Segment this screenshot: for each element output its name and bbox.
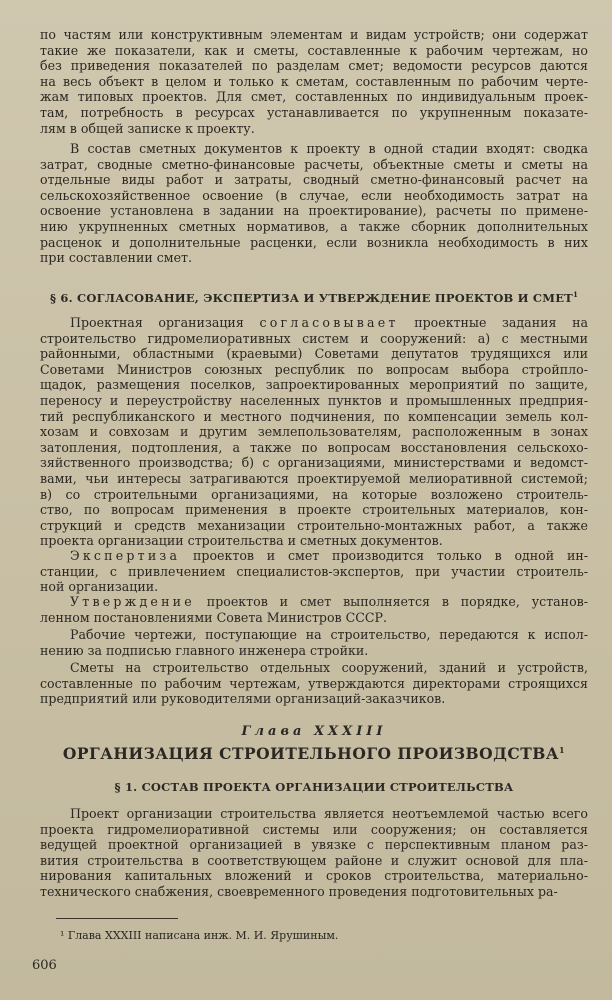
confirmation-spaced-word: Утверждение xyxy=(70,594,195,609)
text-line: В состав сметных документов к проекту в одной стадии входят: сводка xyxy=(70,141,588,156)
text-line: такие же показатели, как и сметы, составленные к рабочим чертежам, но xyxy=(40,42,588,58)
chapter-title-block xyxy=(40,744,588,763)
text-line: ведущей проектной организацией в увязке с перспективным планом раз- xyxy=(40,837,588,853)
text-line: нирования капитальных вложений и сроков строительства, материально- xyxy=(40,868,588,884)
chapter-footnote-mark: 1 xyxy=(559,744,566,755)
text-line: проекта организации строительства и сметных документов. xyxy=(40,533,443,549)
approval-first-line xyxy=(40,315,588,331)
text-line: проекта гидромелиоративной системы или сооружения; он составляется xyxy=(40,821,588,837)
text-line: без приведения показателей по разделам смет; ведомости ресурсов даются xyxy=(40,58,588,74)
text-line: по частям или конструктивным элементам и видам устройств; они содержат xyxy=(40,27,588,42)
section-1-heading-text: § 1. СОСТАВ ПРОЕКТА ОРГАНИЗАЦИИ СТРОИТЕЛЬСТВА xyxy=(114,780,514,794)
text-line: сельскохозяйственное освоение (в случае, если необходимость затрат на xyxy=(40,187,588,203)
text-line: вами, чьи интересы затрагиваются проектируемой мелиоративной системой; xyxy=(40,470,588,486)
approval-spaced-word: согласовывает xyxy=(259,315,399,330)
chapter-title: ОРГАНИЗАЦИЯ СТРОИТЕЛЬНОГО ПРОИЗВОДСТВА xyxy=(62,744,560,763)
text-line: строительство гидромелиоративных систем и сооружений: а) с местными xyxy=(40,330,588,346)
text-line: нию укрупненных сметных нормативов, а также сборник дополнительных xyxy=(40,218,588,234)
text-line: струкций и средств механизации строительно-монтажных работ, а также xyxy=(40,517,588,533)
text-line: тий республиканского и местного подчинения, по компенсации земель кол- xyxy=(40,408,588,424)
text-line: лям в общей записке к проекту. xyxy=(40,120,255,136)
section-6-heading xyxy=(40,290,588,305)
text-line: затопления, подтопления, а также по вопросам восстановления сельскохо- xyxy=(40,439,588,455)
text-line: щадок, размещения поселков, запроектированных мероприятий по защите, xyxy=(40,377,588,393)
text-line: переносу и переустройству населенных пунктов и промышленных предприя- xyxy=(40,392,588,408)
section-6-heading-text: § 6. СОГЛАСОВАНИЕ, ЭКСПЕРТИЗА И УТВЕРЖДЕНИЕ ПРОЕКТОВ И СМЕТ xyxy=(49,290,573,305)
text-line: зяйственного производства; б) с организациями, министерствами и ведомст- xyxy=(40,455,588,471)
estimate-documents-paragraph xyxy=(40,141,588,266)
text-line: отдельные виды работ и затраты, сводный сметно-финансовый расчет на xyxy=(40,172,588,188)
expertise-spaced-word: Экспертиза xyxy=(70,548,181,563)
text-line: вития строительства в соответствующем районе и служит основой для пла- xyxy=(40,852,588,868)
text-line: жам типовых проектов. Для смет, составленных по индивидуальным проек- xyxy=(40,89,588,105)
expertise-paragraph xyxy=(40,548,588,595)
section-6-footnote-mark: 1 xyxy=(572,290,579,299)
page-number: 606 xyxy=(32,958,57,973)
intro-paragraph xyxy=(40,27,588,136)
working-drawings-paragraph xyxy=(40,627,588,658)
text-line: на весь объект в целом и только к сметам, составленным по рабочим черте- xyxy=(40,73,588,89)
text-line: Сметы на строительство отдельных сооружений, зданий и устройств, xyxy=(70,660,588,675)
chapter-heading xyxy=(40,724,588,739)
approval-paragraph xyxy=(40,315,588,549)
text-line: ленном постановлениями Совета Министров СССР. xyxy=(40,609,388,625)
text-line: ной организации. xyxy=(40,579,159,595)
text-line: хозам и совхозам и другим землепользователям, расположенным в зонах xyxy=(40,424,588,440)
text-line: технического снабжения, своевременного проведения подготовительных ра- xyxy=(40,883,558,899)
text-line: при составлении смет. xyxy=(40,250,193,266)
footnote: ¹ Глава XXXIII написана инж. М. И. Ярушиным. xyxy=(60,929,339,942)
text-line: ство, по вопросам применения в проекте строительных материалов, кон- xyxy=(40,502,588,518)
text-line: в) со строительными организациями, на которые возложено строитель- xyxy=(40,486,588,502)
organization-project-paragraph xyxy=(40,806,588,900)
chapter-label: Глава XXXIII xyxy=(241,724,387,739)
text-line: расценок и дополнительные расценки, если возникла необходимость в них xyxy=(40,234,588,250)
text-line: районными, областными (краевыми) Советами депутатов трудящихся или xyxy=(40,346,588,362)
footnote-divider xyxy=(56,918,178,919)
expertise-first-line xyxy=(40,548,588,564)
approval-first-line-pre: Проектная организация xyxy=(70,315,244,330)
text-line: затрат, сводные сметно-финансовые расчеты, объектные сметы и сметы на xyxy=(40,156,588,172)
confirmation-paragraph xyxy=(40,594,588,625)
text-line: предприятий или руководителями организаций-заказчиков. xyxy=(40,691,446,707)
confirmation-first-line-post: проектов и смет выполняется в порядке, установ- xyxy=(206,594,588,609)
expertise-first-line-post: проектов и смет производится только в одной ин- xyxy=(193,548,588,563)
text-line: нению за подписью главного инженера стройки. xyxy=(40,642,369,658)
confirmation-first-line xyxy=(40,594,588,610)
text-line: там, потребность в ресурсах устанавливается по укрупненным показате- xyxy=(40,104,588,120)
approval-first-line-post: проектные задания на xyxy=(414,315,588,330)
text-line: составленные по рабочим чертежам, утверждаются директорами строящихся xyxy=(40,675,588,691)
text-line: Проект организации строительства является неотъемлемой частью всего xyxy=(70,806,588,821)
text-line: Рабочие чертежи, поступающие на строительство, передаются к испол- xyxy=(70,627,588,642)
text-line: освоение установлена в задании на проектирование), расчеты по примене- xyxy=(40,203,588,219)
estimates-approval-paragraph xyxy=(40,660,588,707)
text-line: станции, с привлечением специалистов-экспертов, при участии строитель- xyxy=(40,563,588,579)
section-1-heading xyxy=(40,780,588,794)
text-line: Советами Министров союзных республик по вопросам выбора стройпло- xyxy=(40,361,588,377)
